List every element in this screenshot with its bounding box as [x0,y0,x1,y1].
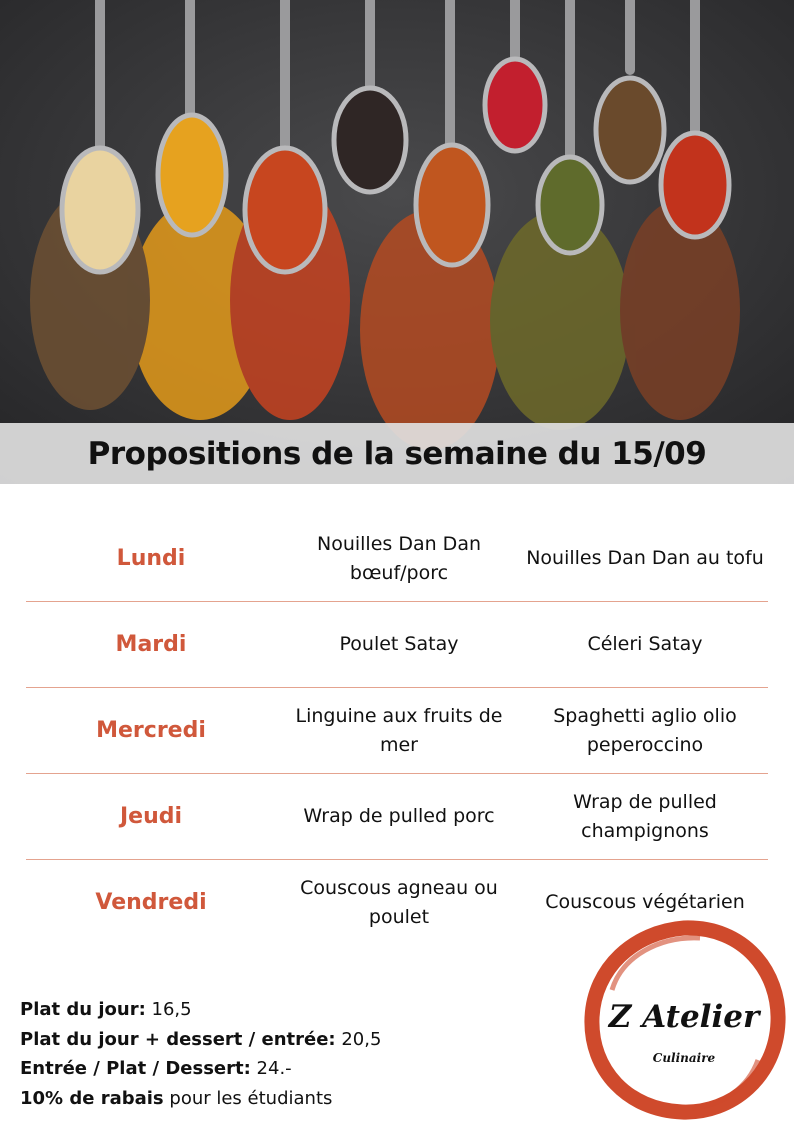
day-label: Vendredi [95,890,207,915]
logo-name: Z Atelier [608,999,760,1035]
dish-vegetarian: Couscous végétarien [545,891,745,913]
price-line [20,1084,381,1114]
price-line [20,1054,381,1084]
day-label: Mardi [115,632,187,657]
spices-hero-image [0,0,794,484]
dish-main: Wrap de pulled porc [303,805,495,827]
price-value: 16,5 [151,999,192,1020]
day-label: Lundi [116,546,186,571]
dish-main: Linguine aux fruits de mer [295,704,503,756]
title-band [0,423,794,484]
menu-row-tuesday [26,602,768,688]
logo-subtitle: Culinaire [652,1051,716,1065]
dish-main: Nouilles Dan Dan bœuf/porc [316,532,481,584]
z-atelier-logo [582,920,786,1120]
price-value: 20,5 [341,1028,382,1050]
weekly-menu [26,516,768,945]
price-line [20,995,381,1025]
dish-vegetarian: Spaghetti aglio olio peperoccino [553,704,737,756]
dish-main: Poulet Satay [339,633,459,655]
price-value: pour les étudiants [169,1087,333,1109]
page-title: Propositions de la semaine du 15/09 [87,435,707,472]
price-label: Plat du jour + dessert / entrée: [20,1028,336,1050]
dish-vegetarian: Céleri Satay [587,633,703,655]
price-value: 24.- [256,1058,292,1079]
menu-row-monday [26,516,768,602]
dish-vegetarian: Nouilles Dan Dan au tofu [526,547,764,569]
price-label: Plat du jour: [20,999,146,1020]
spices-illustration [0,0,794,484]
price-label: Entrée / Plat / Dessert: [20,1058,251,1079]
dish-vegetarian: Wrap de pulled champignons [573,790,717,842]
dish-main: Couscous agneau ou poulet [300,876,498,928]
day-label: Jeudi [119,804,183,829]
menu-row-wednesday [26,688,768,774]
price-line [20,1025,381,1055]
logo-ring-icon [582,920,786,1120]
price-list [20,995,381,1113]
day-label: Mercredi [96,718,206,743]
menu-row-thursday [26,774,768,860]
price-label: 10% de rabais [20,1087,164,1109]
